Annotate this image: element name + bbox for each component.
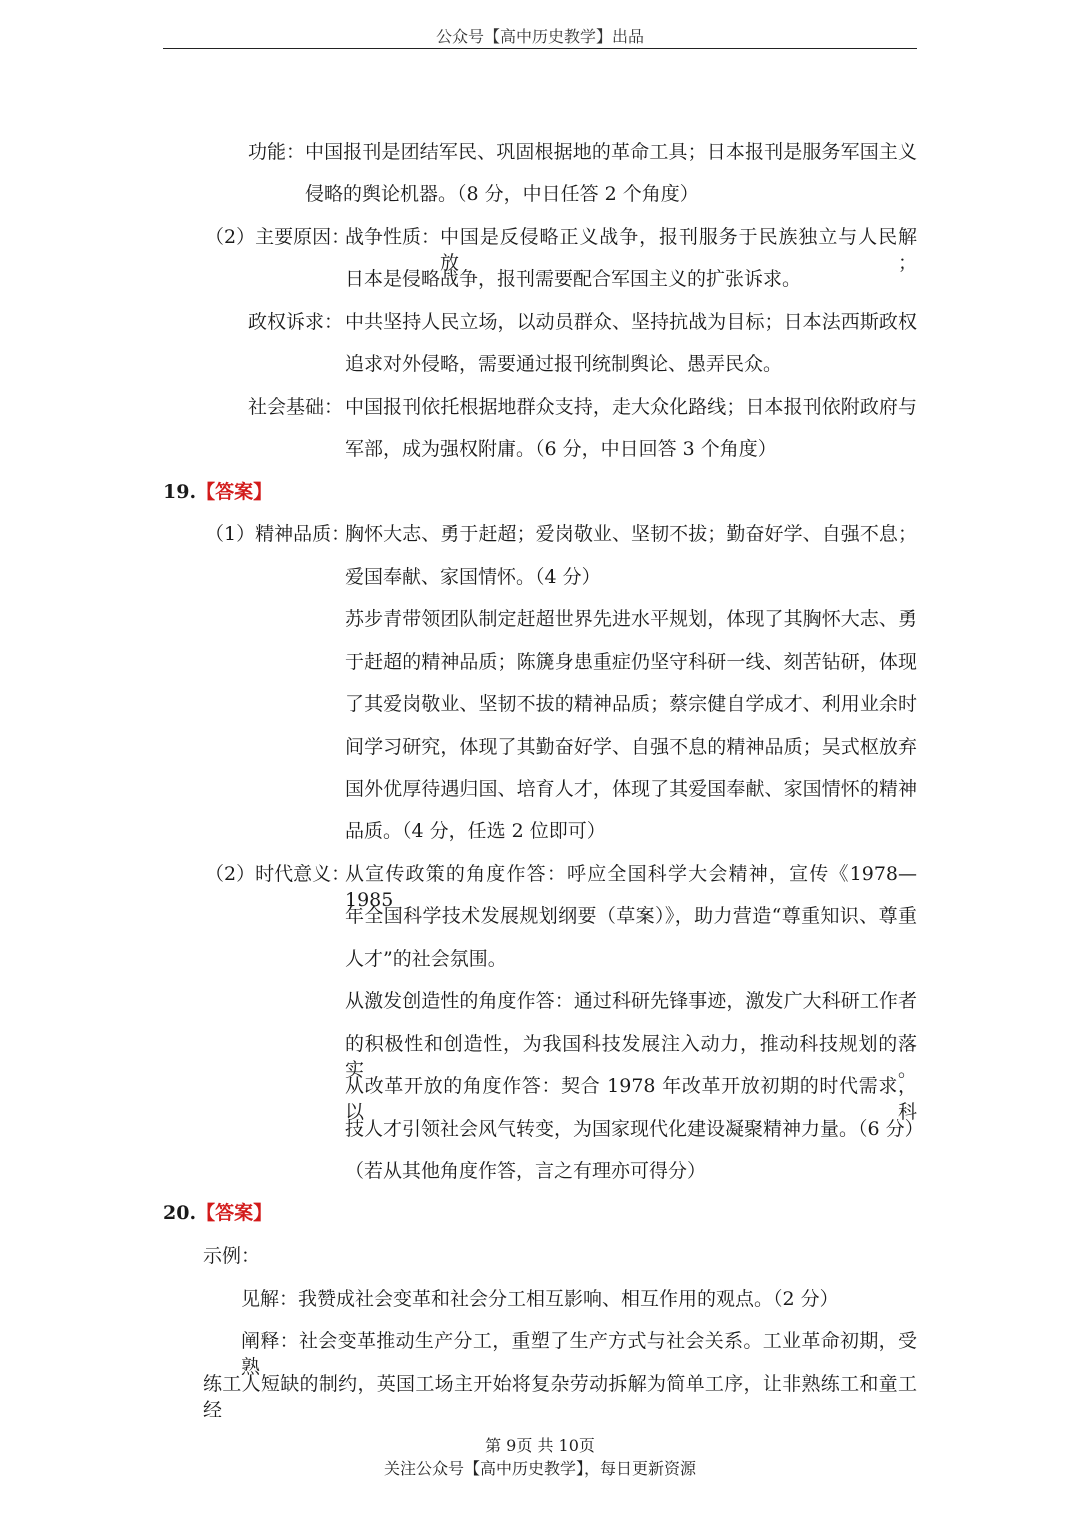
q19-p1-line-8: 品质。（4 分，任选 2 位即可） <box>345 820 606 842</box>
q19-answer-tag: 【答案】 <box>196 481 273 503</box>
q20-answer-tag: 【答案】 <box>196 1202 273 1224</box>
regime-label: 政权诉求： <box>248 311 344 333</box>
war-line-2: 日本是侵略战争，报刊需要配合军国主义的扩张诉求。 <box>345 268 802 290</box>
q19-p1-line-6: 间学习研究，体现了其勤奋好学、自强不息的精神品质；吴式枢放弃 <box>345 736 917 758</box>
social-line-2: 军部，成为强权附庸。（6 分，中日回答 3 个角度） <box>345 438 777 460</box>
q19-part2-label: （2）时代意义： <box>205 863 351 885</box>
regime-line-2: 追求对外侵略，需要通过报刊统制舆论、愚弄民众。 <box>345 353 783 375</box>
q19-p1-line-2: 爱国奉献、家国情怀。（4 分） <box>345 566 601 588</box>
q19-p2-line-8: （若从其他角度作答，言之有理亦可得分） <box>345 1160 707 1182</box>
q19-p2-line-5: 的积极性和创造性，为我国科技发展注入动力，推动科技规划的落实。 <box>345 1033 917 1081</box>
footer-note: 关注公众号【高中历史教学】，每日更新资源 <box>383 1459 696 1478</box>
func-label: 功能： <box>248 141 306 163</box>
q19-p1-line-3: 苏步青带领团队制定赶超世界先进水平规划，体现了其胸怀大志、勇 <box>345 608 917 630</box>
q19-p2-line-4: 从激发创造性的角度作答：通过科研先锋事迹，激发广大科研工作者 <box>345 990 917 1012</box>
q20-view: 见解：我赞成社会变革和社会分工相互影响、相互作用的观点。（2 分） <box>241 1288 839 1310</box>
q19-p1-line-7: 国外优厚待遇归国、培育人才，体现了其爱国奉献、家国情怀的精神 <box>345 778 917 800</box>
func-line-1: 中国报刊是团结军民、巩固根据地的革命工具；日本报刊是服务军国主义 <box>305 141 917 163</box>
q20-heading <box>163 1200 272 1226</box>
q20-explanation-line-2: 练工人短缺的制约，英国工场主开始将复杂劳动拆解为简单工序，让非熟练工和童工经 <box>203 1373 917 1421</box>
q20-example-label: 示例： <box>203 1245 261 1267</box>
q19-p2-line-7: 技人才引领社会风气转变，为国家现代化建设凝聚精神力量。（6 分） <box>345 1118 924 1140</box>
social-line-1: 中国报刊依托根据地群众支持，走大众化路线；日本报刊依附政府与 <box>345 396 917 418</box>
q19-heading <box>163 479 272 505</box>
page-number: 第 9页 共 10页 <box>485 1436 595 1455</box>
q19-p1-line-4: 于赶超的精神品质；陈篪身患重症仍坚守科研一线、刻苦钻研，体现 <box>345 651 917 673</box>
regime-line-1: 中共坚持人民立场，以动员群众、坚持抗战为目标；日本法西斯政权 <box>345 311 917 333</box>
q19-p2-line-2: 年全国科学技术发展规划纲要（草案）》，助力营造“尊重知识、尊重 <box>345 905 917 927</box>
q20-explanation-line-1: 阐释：社会变革推动生产分工，重塑了生产方式与社会关系。工业革命初期，受熟 <box>241 1330 917 1378</box>
war-label: 战争性质： <box>345 226 441 248</box>
q18-part2-label: （2）主要原因： <box>205 226 351 248</box>
func-line-2: 侵略的舆论机器。（8 分，中日任答 2 个角度） <box>305 183 699 205</box>
q19-p2-line-1: 从宣传政策的角度作答：呼应全国科学大会精神，宣传《1978—1985 <box>345 863 917 911</box>
war-line-1: 中国是反侵略正义战争，报刊服务于民族独立与人民解放； <box>440 226 917 274</box>
header-rule <box>163 48 917 49</box>
social-label: 社会基础： <box>248 396 344 418</box>
q20-number: 20. <box>163 1202 197 1224</box>
q19-p1-line-5: 了其爱岗敬业、坚韧不拔的精神品质；蔡宗健自学成才、利用业余时 <box>345 693 917 715</box>
q19-p1-line-1: 胸怀大志、勇于赶超；爱岗敬业、坚韧不拔；勤奋好学、自强不息； <box>345 523 917 545</box>
q19-part1-label: （1）精神品质： <box>205 523 351 545</box>
q19-p2-line-3: 人才”的社会氛围。 <box>345 948 507 970</box>
page-header: 公众号【高中历史教学】出品 <box>435 27 644 46</box>
q19-number: 19. <box>163 481 197 503</box>
q19-p2-line-6: 从改革开放的角度作答：契合 1978 年改革开放初期的时代需求，以科 <box>345 1075 917 1123</box>
